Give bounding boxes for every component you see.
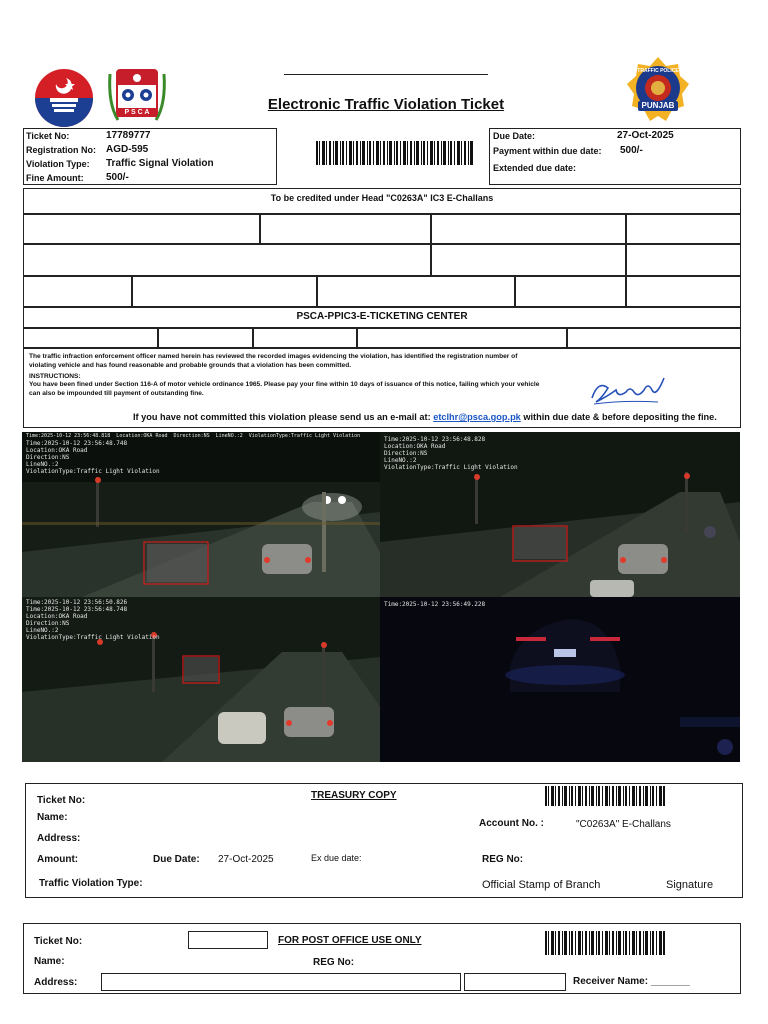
post-office-barcode (545, 931, 665, 955)
psca-logo (104, 64, 170, 126)
photo1-line: LineNO.:2 (26, 461, 59, 468)
treasury-name-label: Name: (37, 812, 68, 823)
punjab-police-emblem (34, 68, 94, 128)
notice-paragraph: The traffic infraction enforcement officer named herein has reviewed the recorded images evidencing the violation, has identified the registration number of violating vehicle and has found reasonable and probable grounds that a violation has been committed. (29, 353, 518, 369)
official-stamp-label: Official Stamp of Branch (482, 879, 601, 891)
payment-within-label: Payment within due date: (493, 146, 602, 156)
grid-cell (317, 276, 515, 307)
header-rule (284, 74, 488, 75)
grid-cell (158, 328, 253, 348)
photo3-line: LineNO.:2 (26, 627, 59, 634)
treasury-ticket-no-label: Ticket No: (37, 795, 86, 806)
grid-cell (23, 328, 158, 348)
po-address-field[interactable] (101, 973, 461, 991)
photo2-violation: ViolationType:Traffic Light Violation (384, 464, 518, 471)
ticket-no-value: 17789777 (106, 130, 151, 141)
po-address-label: Address: (34, 977, 78, 988)
grid-cell (23, 244, 431, 276)
traffic-police-badge (626, 56, 690, 124)
officer-signature (588, 368, 670, 408)
ticketing-center-text: PSCA-PPIC3-E-TICKETING CENTER (296, 311, 468, 322)
evidence-photo-1 (22, 432, 380, 597)
treasury-due-date-value: 27-Oct-2025 (218, 854, 274, 865)
registration-value: AGD-595 (106, 144, 149, 155)
email-suffix: within due date & before depositing the fine. (523, 412, 717, 422)
po-ticket-no-label: Ticket No: (34, 936, 83, 947)
evidence-photo-4 (380, 597, 740, 762)
grid-cell (23, 214, 260, 244)
treasury-violation-type-label: Traffic Violation Type: (39, 878, 143, 889)
grid-cell (626, 214, 741, 244)
treasury-reg-label: REG No: (482, 854, 524, 865)
photo1-location: Location:OKA Road (26, 447, 88, 454)
violation-type-value: Traffic Signal Violation (106, 158, 214, 169)
po-name-label: Name: (34, 956, 65, 967)
treasury-title: TREASURY COPY (311, 790, 397, 801)
credit-head-text: To be credited under Head "C0263A" IC3 E-Challans (270, 193, 494, 203)
registration-label: Registration No: (26, 145, 97, 155)
treasury-due-date-label: Due Date: (153, 854, 200, 865)
treasury-account-value: "C0263A" E-Challans (576, 819, 671, 830)
grid-cell (357, 328, 567, 348)
due-date-value: 27-Oct-2025 (617, 130, 674, 141)
photo4-time: Time:2025-10-12 23:56:49.228 (384, 601, 486, 608)
po-receiver-label: Receiver Name: _______ (573, 976, 690, 987)
photo2-line: LineNO.:2 (384, 457, 417, 464)
page-title: Electronic Traffic Violation Ticket (267, 96, 505, 113)
treasury-barcode (545, 786, 665, 806)
grid-cell (260, 214, 431, 244)
evidence-photo-2 (380, 432, 740, 597)
photo3-time-a: Time:2025-10-12 23:56:50.826 (26, 599, 128, 606)
photo1-time: Time:2025-10-12 23:56:48.748 (26, 440, 128, 447)
support-email-link[interactable]: etclhr@psca.gop.pk (433, 412, 521, 422)
psca-logo-text: P S C A (124, 109, 150, 116)
fine-amount-label: Fine Amount: (26, 173, 84, 183)
grid-cell (132, 276, 317, 307)
ticket-barcode (316, 141, 474, 165)
photo3-direction: Direction:NS (26, 620, 70, 627)
treasury-account-label: Account No. : (479, 818, 544, 829)
grid-cell (431, 244, 626, 276)
treasury-address-label: Address: (37, 833, 81, 844)
due-date-label: Due Date: (493, 131, 536, 141)
ticket-no-label: Ticket No: (26, 131, 70, 141)
email-prefix: If you have not committed this violation please send us an e-mail at: (133, 412, 431, 422)
grid-cell (567, 328, 741, 348)
grid-cell (626, 276, 741, 307)
treasury-amount-label: Amount: (37, 854, 79, 865)
instructions-label: INSTRUCTIONS: (29, 373, 81, 380)
po-ticket-no-field[interactable] (188, 931, 268, 949)
grid-cell (253, 328, 357, 348)
grid-cell (431, 214, 626, 244)
grid-cell (626, 244, 741, 276)
evidence-photo-3 (22, 597, 380, 762)
po-title: FOR POST OFFICE USE ONLY (278, 935, 422, 946)
badge-bottom-text: PUNJAB (638, 101, 678, 111)
photo3-time-b: Time:2025-10-12 23:56:48.748 (26, 606, 128, 613)
photo3-violation: ViolationType:Traffic Light Violation (26, 634, 160, 641)
po-reg-label: REG No: (313, 957, 355, 968)
instructions-paragraph: You have been fined under Section 116-A of motor vehicle ordinance 1965. Please pay your fine within 10 days of issuance of this notice, failing which your vehicle can also be impounded till payment of outstanding fine. (29, 381, 540, 397)
photo3-location: Location:OKA Road (26, 613, 88, 620)
photo2-direction: Direction:NS (384, 450, 428, 457)
payment-within-value: 500/- (620, 145, 643, 156)
violation-type-label: Violation Type: (26, 159, 90, 169)
grid-cell (515, 276, 626, 307)
fine-amount-value: 500/- (106, 172, 129, 183)
treasury-ex-due-label: Ex due date: (311, 853, 362, 863)
photo1-direction: Direction:NS (26, 454, 70, 461)
signature-label: Signature (666, 879, 714, 891)
photo1-caption-top: Time:2025-10-12 23:56:48.818 Location:OKA Road Direction:NS LineNO.:2 ViolationType:Traffic Light Violation (26, 433, 361, 439)
photo1-violation: ViolationType:Traffic Light Violation (26, 468, 160, 475)
extended-due-label: Extended due date: (493, 163, 577, 173)
badge-top-text: TRAFFIC POLICE (637, 68, 679, 74)
grid-cell (23, 276, 132, 307)
photo2-location: Location:OKA Road (384, 443, 446, 450)
photo2-time: Time:2025-10-12 23:56:48.828 (384, 436, 486, 443)
email-line (133, 412, 717, 422)
po-extra-field[interactable] (464, 973, 566, 991)
